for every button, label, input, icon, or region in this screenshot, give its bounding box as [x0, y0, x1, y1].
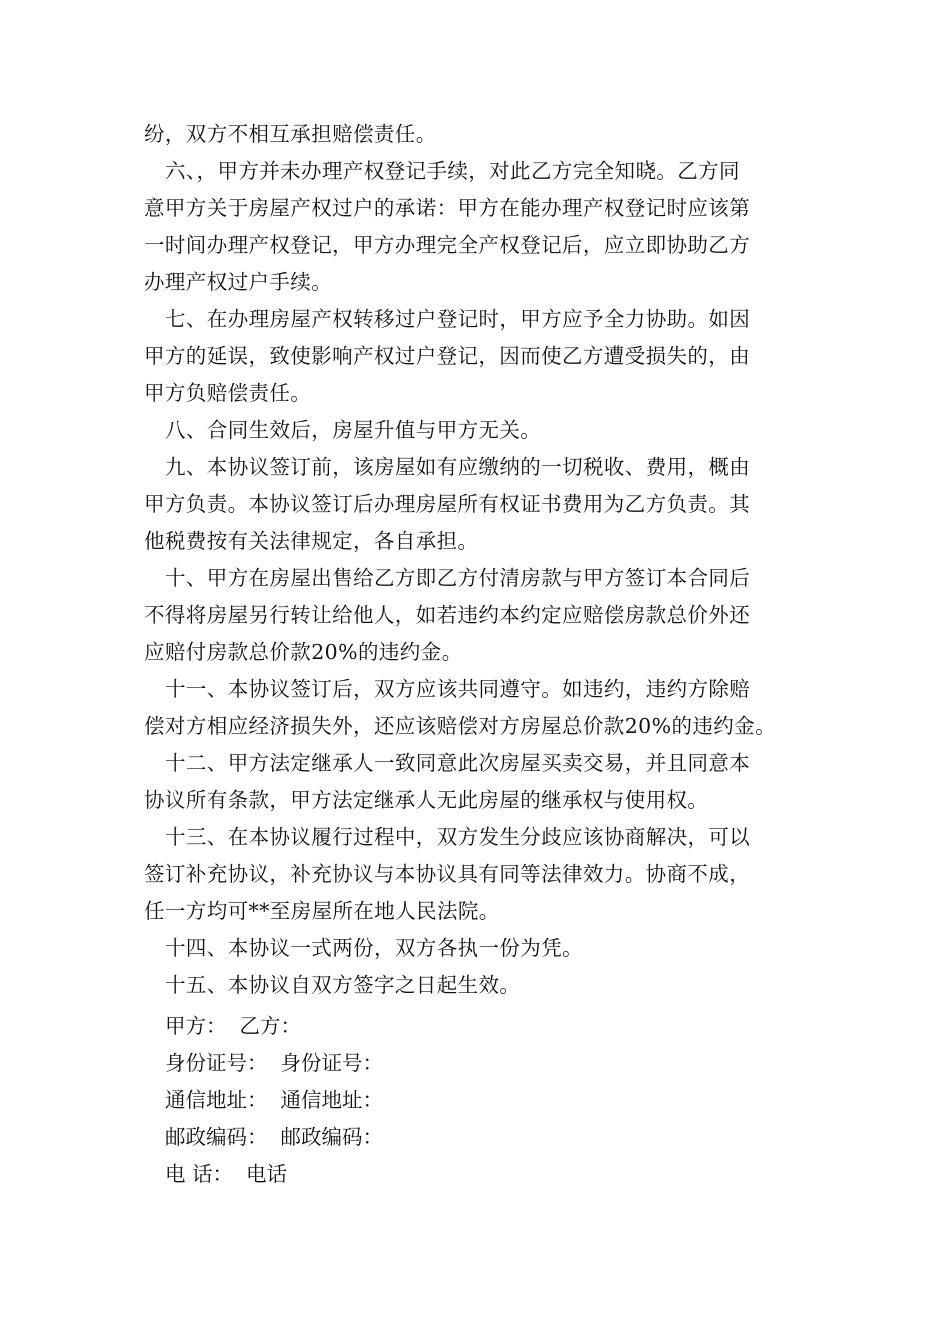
- clause-13-line-2: 签订补充协议，补充协议与本协议具有同等法律效力。协商不成，: [144, 862, 751, 886]
- clause-12-line-2: 协议所有条款，甲方法定继承人无此房屋的继承权与使用权。: [144, 788, 709, 812]
- clause-14-line-1: 十四、本协议一式两份，双方各执一份为凭。: [165, 936, 583, 960]
- clause-13-line-3: 任一方均可**至房屋所在地人民法院。: [144, 899, 500, 923]
- address-line: 通信地址： 通信地址：: [165, 1088, 384, 1112]
- clause-7-line-3: 甲方负赔偿责任。: [144, 381, 312, 405]
- clause-6-line-4: 办理产权过户手续。: [144, 270, 333, 294]
- clause-7-line-1: 七、在办理房屋产权转移过户登记时，甲方应予全力协助。如因: [165, 307, 751, 331]
- phone-line: 电 话： 电话: [165, 1162, 288, 1186]
- clause-11-line-1: 十一、本协议签订后，双方应该共同遵守。如违约，违约方除赔: [165, 677, 751, 701]
- clause-8-line-1: 八、合同生效后，房屋升值与甲方无关。: [165, 418, 542, 442]
- clause-15-line-1: 十五、本协议自双方签字之日起生效。: [165, 973, 521, 997]
- clause-10-line-1: 十、甲方在房屋出售给乙方即乙方付清房款与甲方签订本合同后: [165, 566, 751, 590]
- contract-body: [144, 116, 809, 1004]
- postal-code-line: 邮政编码： 邮政编码：: [165, 1125, 384, 1149]
- clause-9-line-3: 他税费按有关法律规定，各自承担。: [144, 529, 479, 553]
- clause-10-line-3: 应赔付房款总价款20%的违约金。: [144, 640, 463, 664]
- body-line: 纷，双方不相互承担赔偿责任。: [144, 122, 437, 146]
- signature-block: [165, 1008, 383, 1193]
- clause-10-line-2: 不得将房屋另行转让给他人，如若违约本约定应赔偿房款总价外还: [144, 603, 751, 627]
- id-number-line: 身份证号： 身份证号：: [165, 1051, 384, 1075]
- clause-11-line-2: 偿对方相应经济损失外，还应该赔偿对方房屋总价款20%的违约金。: [144, 714, 776, 738]
- clause-9-line-1: 九、本协议签订前，该房屋如有应缴纳的一切税收、费用，概由: [165, 455, 751, 479]
- clause-6-line-2: 意甲方关于房屋产权过户的承诺：甲方在能办理产权登记时应该第: [144, 196, 751, 220]
- clause-6-line-1: 六、，甲方并未办理产权登记手续，对此乙方完全知晓。乙方同: [165, 159, 740, 183]
- clause-12-line-1: 十二、甲方法定继承人一致同意此次房屋买卖交易，并且同意本: [165, 751, 751, 775]
- clause-6-line-3: 一时间办理产权登记，甲方办理完全产权登记后，应立即协助乙方: [144, 233, 751, 257]
- clause-9-line-2: 甲方负责。本协议签订后办理房屋所有权证书费用为乙方负责。其: [144, 492, 751, 516]
- party-names-line: 甲方： 乙方：: [165, 1014, 302, 1038]
- clause-7-line-2: 甲方的延误，致使影响产权过户登记，因而使乙方遭受损失的，由: [144, 344, 751, 368]
- clause-13-line-1: 十三、在本协议履行过程中，双方发生分歧应该协商解决，可以: [165, 825, 751, 849]
